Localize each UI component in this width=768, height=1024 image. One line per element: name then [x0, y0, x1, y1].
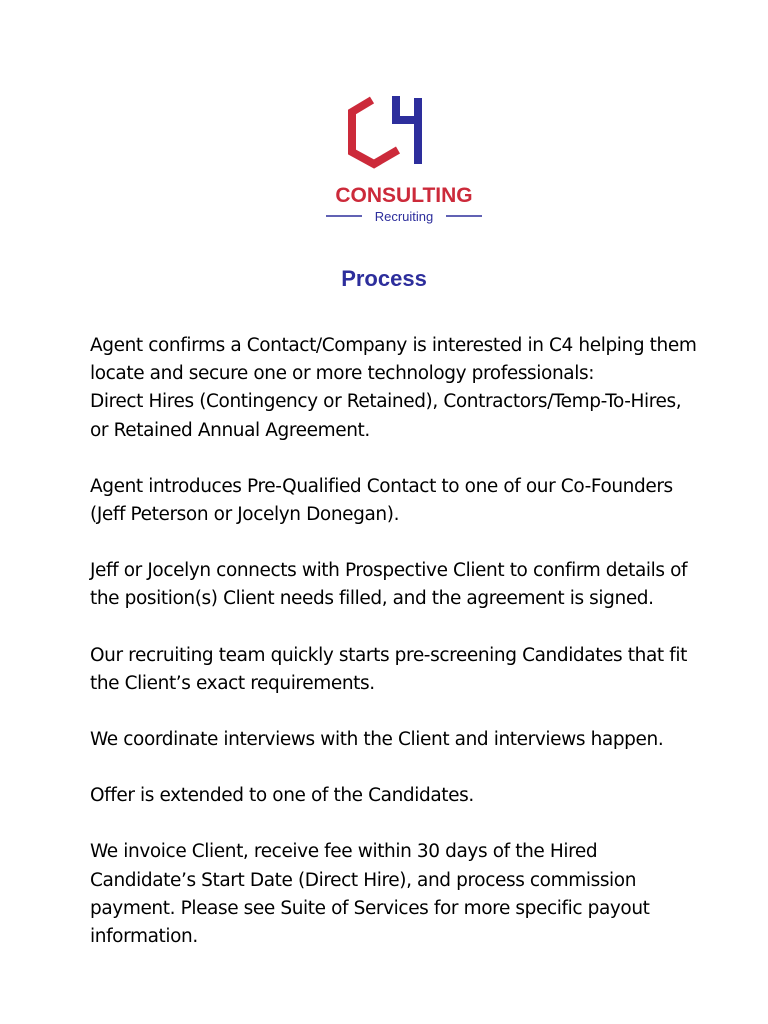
paragraph-line: Our recruiting team quickly starts pre-screening Candidates that fit: [90, 644, 687, 666]
page-title: Process: [341, 266, 427, 291]
process-step-paragraph: [90, 838, 730, 951]
process-step-paragraph: [90, 557, 730, 613]
paragraph-line: Jeff or Jocelyn connects with Prospective Client to confirm details of: [90, 560, 688, 582]
c4-logo-mark: [352, 96, 418, 164]
paragraph-line: (Jeff Peterson or Jocelyn Donegan).: [90, 504, 400, 526]
paragraph-line: the Client’s exact requirements.: [90, 672, 375, 694]
process-step-paragraph: [90, 782, 730, 810]
process-step-paragraph: [90, 332, 730, 445]
logo-name: CONSULTING: [335, 184, 473, 207]
logo-tagline: Recruiting: [374, 209, 434, 224]
paragraph-line: or Retained Annual Agreement.: [90, 419, 370, 441]
paragraph-line: Offer is extended to one of the Candidates.: [90, 785, 474, 807]
company-logo: [318, 92, 490, 228]
paragraph-line: We invoice Client, receive fee within 30 days of the Hired: [90, 841, 598, 863]
paragraph-line: Agent introduces Pre-Qualified Contact to one of our Co-Founders: [90, 475, 673, 497]
process-step-paragraph: [90, 726, 730, 754]
paragraph-line: the position(s) Client needs filled, and the agreement is signed.: [90, 588, 654, 610]
process-step-paragraph: [90, 642, 730, 698]
paragraph-line: Direct Hires (Contingency or Retained), Contractors/Temp-To-Hires,: [90, 391, 682, 413]
paragraph-line: payment. Please see Suite of Services for more specific payout: [90, 897, 650, 919]
paragraph-line: Agent confirms a Contact/Company is interested in C4 helping them: [90, 335, 697, 356]
paragraph-line: locate and secure one or more technology professionals:: [90, 363, 595, 385]
paragraph-line: Candidate’s Start Date (Direct Hire), and process commission: [90, 869, 637, 891]
paragraph-line: We coordinate interviews with the Client and interviews happen.: [90, 729, 664, 751]
process-step-paragraph: [90, 473, 730, 529]
paragraph-line: information.: [90, 926, 198, 948]
process-steps: [90, 332, 730, 979]
